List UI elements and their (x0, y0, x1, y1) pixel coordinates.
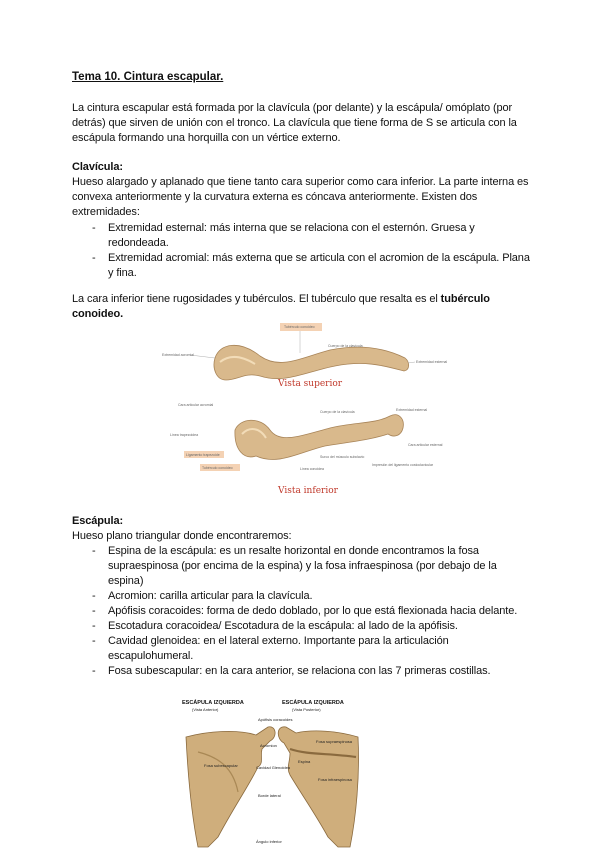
list-item: - Espina de la escápula: es un resalte horizontal en donde encontramos la fosa supraespinosa (por encima de la espina) y la fosa infraespinosa (por debajo de la espina) (72, 544, 532, 589)
list-item: - Extremidad acromial: más externa que se articula con el acromion de la escápula. Plana y fina. (72, 251, 532, 281)
page-title: Tema 10. Cintura escapular. (72, 71, 224, 83)
clavicula-note-bold: tubérculo conoideo. (72, 293, 490, 320)
label-tuberculo-superior: Tubérculo conoideo (284, 325, 315, 329)
clavicula-heading: Clavícula: (72, 161, 123, 173)
scapula-posterior-bone (278, 727, 358, 847)
scapula-left-subtitle: (Vista Anterior) (192, 707, 219, 712)
list-item: - Escotadura coracoidea/ Escotadura de la escápula: al lado de la apófisis. (72, 619, 532, 634)
scapula-left-title: ESCÁPULA IZQUIERDA (182, 700, 244, 706)
list-item: - Extremidad esternal: más interna que se relaciona con el esternón. Gruesa y redondeada. (72, 221, 532, 251)
intro-paragraph: La cintura escapular está formada por la clavícula (por delante) y la escápula/ omóplato (por detrás) que sirven de unión con el tronco. La clavícula que tiene forma de S se articula con la escápula formando una horquilla con un vértice externo. (72, 102, 517, 144)
clavicle-inferior-bone (235, 415, 403, 460)
label-extremidad-esternal-inf: Extremidad esternal (396, 408, 428, 412)
label-extremidad-acromial: Extremidad acromial (162, 353, 194, 357)
scapula-figure (178, 697, 368, 848)
label-linea-conoidea: Línea conoidea (300, 467, 324, 471)
clavicula-note-text: La cara inferior tiene rugosidades y tubérculos. El tubérculo que resalta es el (72, 293, 441, 305)
label-cara-articular-esternal: Cara articular esternal (408, 443, 443, 447)
list-item: - Acromion: carilla articular para la clavícula. (72, 589, 532, 604)
escapula-list (72, 544, 532, 679)
label-cara-articular-acromial: Cara articular acromial (178, 403, 214, 407)
list-item: - Cavidad glenoidea: en el lateral externo. Importante para la articulación escapulohumeral. (72, 634, 532, 664)
label-angulo-inferior: Ángulo inferior (256, 839, 282, 844)
clavicle-figure (160, 318, 450, 498)
label-apofisis: Apófisis coracoides (258, 717, 293, 722)
clavicle-superior-bone (214, 345, 409, 380)
label-tuberculo-inferior: Tubérculo conoideo (202, 466, 233, 470)
label-borde-lateral: Borde lateral (258, 793, 281, 798)
label-cuerpo-inferior: Cuerpo de la clavícula (320, 410, 355, 414)
label-fosa-supra: Fosa supraespinosa (316, 739, 353, 744)
label-extremidad-esternal: Extremidad esternal (416, 360, 448, 364)
scapula-right-subtitle: (Vista Posterior) (292, 707, 321, 712)
clavicula-text: Hueso alargado y aplanado que tiene tanto cara superior como cara inferior. La parte interna es convexa anteriormente y la curvatura externa es cóncava anteriormente. Existen dos extremidades: (72, 176, 529, 218)
label-espina: Espina (298, 759, 311, 764)
label-fosa-infra: Fosa infraespinosa (318, 777, 352, 782)
scapula-right-title: ESCÁPULA IZQUIERDA (282, 700, 344, 706)
list-item: - Apófisis coracoides: forma de dedo doblado, por lo que está flexionada hacia delante. (72, 604, 532, 619)
escapula-heading: Escápula: (72, 515, 124, 527)
label-surco: Surco del músculo subclavio (320, 455, 365, 459)
clavicula-list (72, 221, 532, 281)
label-cuerpo-superior: Cuerpo de la clavícula (328, 344, 363, 348)
label-fosa-subescapular: Fosa subescapular (204, 763, 238, 768)
escapula-text: Hueso plano triangular donde encontraremos: (72, 530, 292, 542)
list-item: - Fosa subescapular: en la cara anterior, se relaciona con las 7 primeras costillas. (72, 664, 532, 679)
label-impresion: Impresión del ligamento costoclavicular (372, 463, 434, 467)
label-acromion: Acromion (260, 743, 277, 748)
caption-vista-inferior: Vista inferior (278, 486, 338, 496)
label-cavidad: Cavidad Glenoidea (256, 765, 291, 770)
label-linea-trapezoidea: Línea trapezoidea (170, 433, 199, 437)
caption-vista-superior: Vista superior (278, 379, 343, 389)
label-ligamento: Ligamento trapezoide (186, 453, 220, 457)
